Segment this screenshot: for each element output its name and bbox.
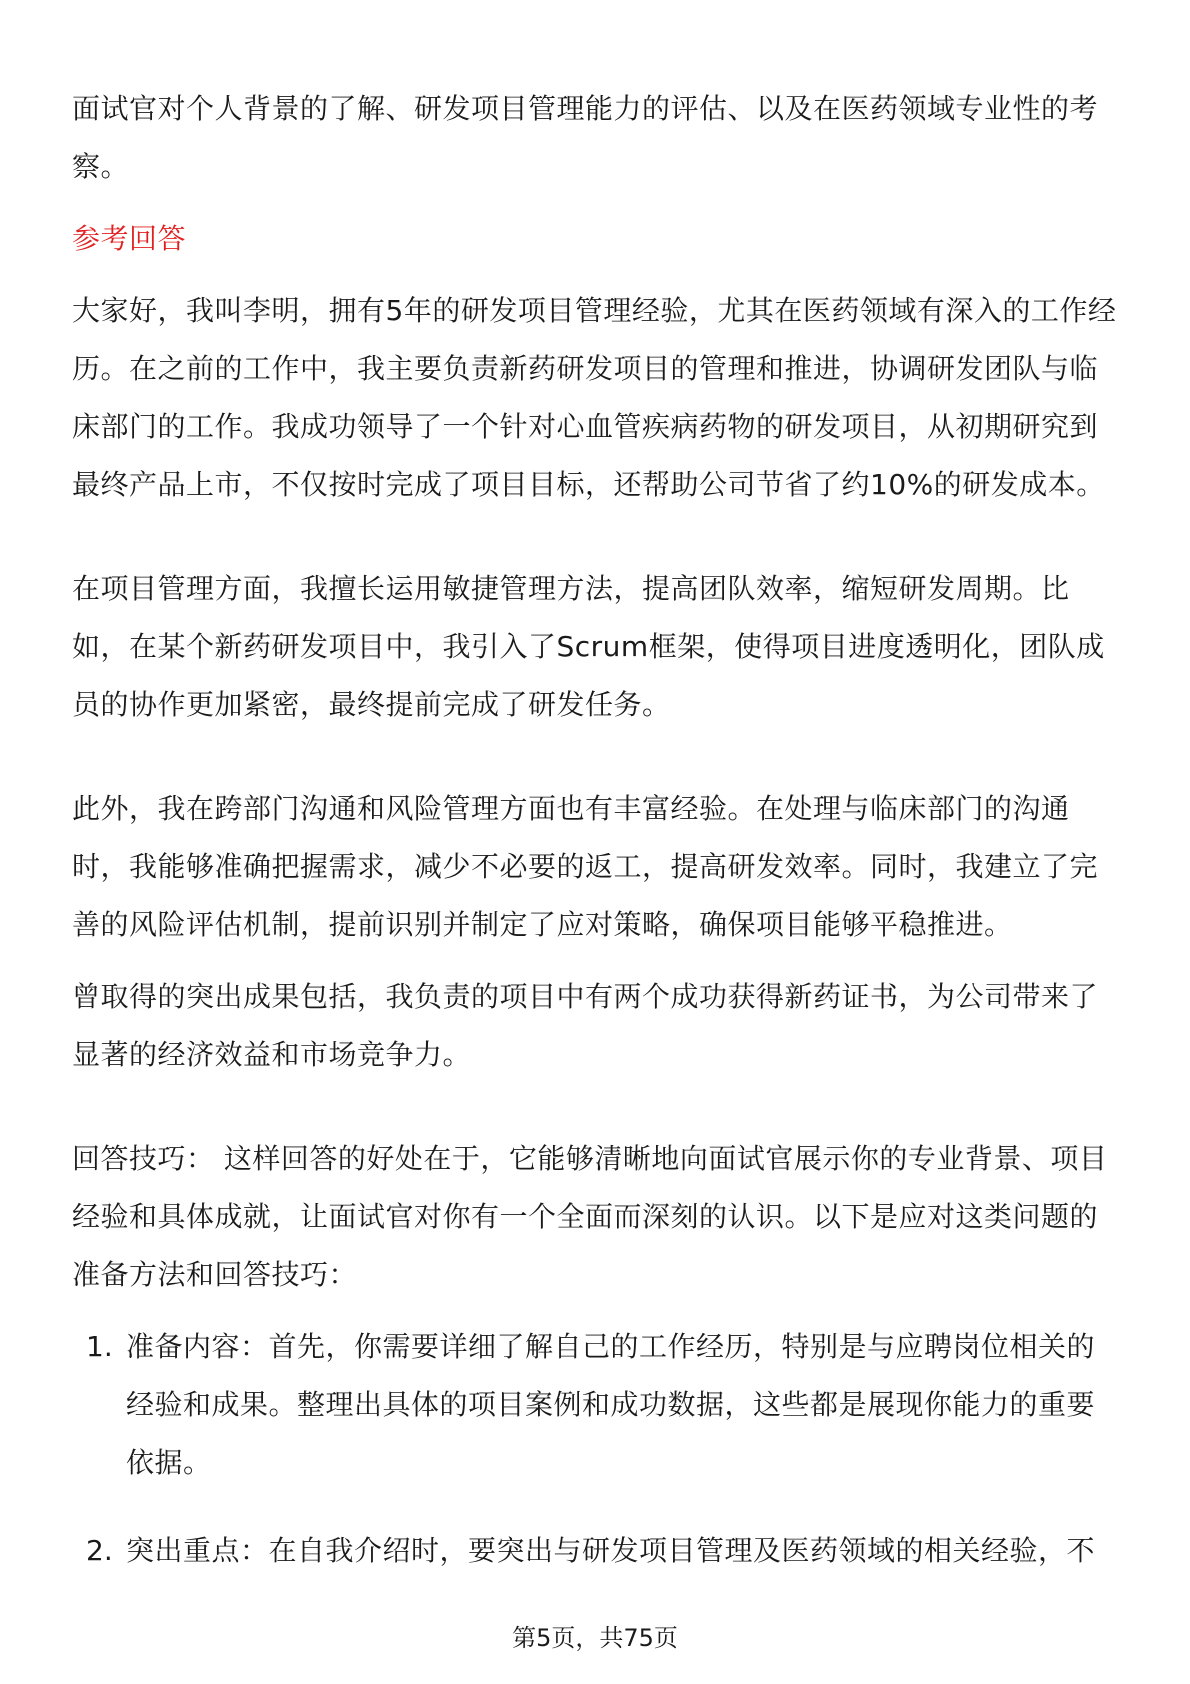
list-item-text: 突出重点：在自我介绍时，要突出与研发项目管理及医药领域的相关经验，不 — [126, 1534, 1096, 1567]
answer-paragraph: 曾取得的突出成果包括，我负责的项目中有两个成功获得新药证书，为公司带来了显著的经济效益和市场竞争力。 — [72, 980, 1099, 1071]
list-item-number: 2. — [86, 1534, 113, 1567]
list-item-number: 1. — [86, 1330, 113, 1363]
list-item — [72, 1522, 1122, 1580]
answer-paragraph: 此外，我在跨部门沟通和风险管理方面也有丰富经验。在处理与临床部门的沟通时，我能够准确把握需求，减少不必要的返工，提高研发效率。同时，我建立了完善的风险评估机制，提前识别并制定了应对策略，确保项目能够平稳推进。 — [72, 792, 1099, 941]
tips-intro: 回答技巧： 这样回答的好处在于，它能够清晰地向面试官展示你的专业背景、项目经验和具体成就，让面试官对你有一个全面而深刻的认识。以下是应对这类问题的准备方法和回答技巧： — [72, 1142, 1108, 1291]
answer-heading: 参考回答 — [72, 222, 187, 255]
tips-list — [72, 1318, 1122, 1580]
answer-paragraph: 大家好，我叫李明，拥有5年的研发项目管理经验，尤其在医药领域有深入的工作经历。在之前的工作中，我主要负责新药研发项目的管理和推进，协调研发团队与临床部门的工作。我成功领导了一个针对心血管疾病药物的研发项目，从初期研究到最终产品上市，不仅按时完成了项目目标，还帮助公司节省了约10%的研发成本。 — [72, 294, 1117, 501]
answer-paragraph: 在项目管理方面，我擅长运用敏捷管理方法，提高团队效率，缩短研发周期。比如，在某个新药研发项目中，我引入了Scrum框架，使得项目进度透明化，团队成员的协作更加紧密，最终提前完成了研发任务。 — [72, 572, 1105, 721]
list-item-text: 准备内容：首先，你需要详细了解自己的工作经历，特别是与应聘岗位相关的经验和成果。整理出具体的项目案例和成功数据，这些都是展现你能力的重要依据。 — [126, 1330, 1096, 1479]
page-content — [72, 80, 1122, 1610]
list-item — [72, 1318, 1122, 1492]
intro-continuation: 面试官对个人背景的了解、研发项目管理能力的评估、以及在医药领域专业性的考察。 — [72, 92, 1099, 183]
page-footer: 第5页，共75页 — [512, 1624, 678, 1652]
